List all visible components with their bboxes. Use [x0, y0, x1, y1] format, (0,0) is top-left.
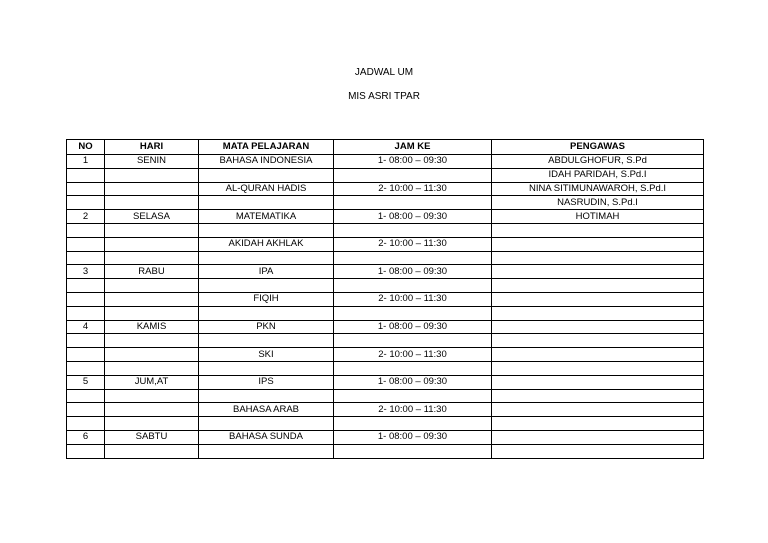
table-row [67, 279, 704, 293]
cell-no [67, 182, 105, 196]
cell-no: 4 [67, 320, 105, 334]
cell-mata-pelajaran [199, 334, 334, 348]
table-row [67, 334, 704, 348]
cell-pengawas [492, 334, 704, 348]
cell-mata-pelajaran: MATEMATIKA [199, 210, 334, 224]
cell-no: 3 [67, 265, 105, 279]
cell-mata-pelajaran [199, 279, 334, 293]
cell-pengawas [492, 348, 704, 362]
cell-mata-pelajaran: IPS [199, 375, 334, 389]
cell-mata-pelajaran: IPA [199, 265, 334, 279]
header-pengawas: PENGAWAS [492, 140, 704, 155]
table-row [67, 361, 704, 375]
cell-jam-ke [334, 334, 492, 348]
cell-jam-ke: 1- 08:00 – 09:30 [334, 210, 492, 224]
table-row [67, 265, 704, 279]
table-row [67, 196, 704, 210]
cell-jam-ke: 1- 08:00 – 09:30 [334, 320, 492, 334]
cell-hari [105, 223, 199, 237]
cell-jam-ke: 2- 10:00 – 11:30 [334, 348, 492, 362]
cell-pengawas [492, 417, 704, 431]
cell-no [67, 168, 105, 182]
header-mata-pelajaran: MATA PELAJARAN [199, 140, 334, 155]
cell-hari [105, 306, 199, 320]
cell-pengawas [492, 279, 704, 293]
cell-hari [105, 389, 199, 403]
cell-mata-pelajaran [199, 361, 334, 375]
table-row [67, 251, 704, 265]
cell-pengawas [492, 237, 704, 251]
table-row [67, 348, 704, 362]
cell-hari: JUM,AT [105, 375, 199, 389]
table-row [67, 417, 704, 431]
cell-pengawas [492, 306, 704, 320]
cell-no [67, 403, 105, 417]
cell-hari [105, 348, 199, 362]
cell-jam-ke: 2- 10:00 – 11:30 [334, 292, 492, 306]
cell-pengawas: IDAH PARIDAH, S.Pd.I [492, 168, 704, 182]
table-header-row [67, 140, 704, 155]
table-row [67, 320, 704, 334]
cell-mata-pelajaran: BAHASA SUNDA [199, 430, 334, 444]
header-hari: HARI [105, 140, 199, 155]
cell-jam-ke [334, 306, 492, 320]
cell-no [67, 279, 105, 293]
cell-no [67, 292, 105, 306]
cell-mata-pelajaran [199, 223, 334, 237]
cell-pengawas [492, 430, 704, 444]
header-jam-ke: JAM KE [334, 140, 492, 155]
cell-hari [105, 182, 199, 196]
cell-mata-pelajaran [199, 196, 334, 210]
cell-mata-pelajaran [199, 444, 334, 458]
cell-pengawas [492, 292, 704, 306]
cell-jam-ke [334, 168, 492, 182]
cell-hari [105, 417, 199, 431]
cell-pengawas: HOTIMAH [492, 210, 704, 224]
cell-mata-pelajaran [199, 168, 334, 182]
cell-hari [105, 403, 199, 417]
cell-mata-pelajaran [199, 251, 334, 265]
cell-jam-ke [334, 389, 492, 403]
cell-mata-pelajaran: AL-QURAN HADIS [199, 182, 334, 196]
cell-mata-pelajaran: PKN [199, 320, 334, 334]
table-row [67, 292, 704, 306]
cell-no: 6 [67, 430, 105, 444]
table-row [67, 306, 704, 320]
schedule-table [66, 139, 704, 459]
cell-pengawas [492, 444, 704, 458]
table-row [67, 237, 704, 251]
cell-pengawas: NASRUDIN, S.Pd.I [492, 196, 704, 210]
cell-pengawas: ABDULGHOFUR, S.Pd [492, 155, 704, 169]
cell-mata-pelajaran: BAHASA ARAB [199, 403, 334, 417]
cell-mata-pelajaran: FIQIH [199, 292, 334, 306]
cell-no [67, 237, 105, 251]
table-row [67, 155, 704, 169]
cell-hari [105, 279, 199, 293]
table-row [67, 403, 704, 417]
cell-no: 5 [67, 375, 105, 389]
cell-no [67, 444, 105, 458]
cell-no [67, 361, 105, 375]
cell-mata-pelajaran: BAHASA INDONESIA [199, 155, 334, 169]
header-no: NO [67, 140, 105, 155]
cell-pengawas [492, 361, 704, 375]
cell-no [67, 417, 105, 431]
cell-jam-ke [334, 444, 492, 458]
cell-mata-pelajaran [199, 417, 334, 431]
cell-hari [105, 251, 199, 265]
cell-hari [105, 237, 199, 251]
cell-mata-pelajaran [199, 389, 334, 403]
cell-no [67, 196, 105, 210]
document-title: JADWAL UM [354, 67, 414, 78]
cell-jam-ke: 2- 10:00 – 11:30 [334, 182, 492, 196]
table-row [67, 223, 704, 237]
cell-no [67, 389, 105, 403]
cell-no: 2 [67, 210, 105, 224]
cell-hari [105, 334, 199, 348]
cell-mata-pelajaran [199, 306, 334, 320]
cell-jam-ke [334, 361, 492, 375]
cell-jam-ke [334, 417, 492, 431]
cell-no [67, 251, 105, 265]
cell-hari: SENIN [105, 155, 199, 169]
cell-hari: SABTU [105, 430, 199, 444]
cell-jam-ke [334, 196, 492, 210]
cell-jam-ke: 1- 08:00 – 09:30 [334, 155, 492, 169]
cell-mata-pelajaran: AKIDAH AKHLAK [199, 237, 334, 251]
cell-jam-ke: 1- 08:00 – 09:30 [334, 430, 492, 444]
table-row [67, 210, 704, 224]
cell-hari: KAMIS [105, 320, 199, 334]
table-row [67, 430, 704, 444]
table-row [67, 375, 704, 389]
cell-pengawas [492, 251, 704, 265]
table-row [67, 168, 704, 182]
cell-jam-ke: 1- 08:00 – 09:30 [334, 375, 492, 389]
cell-jam-ke [334, 279, 492, 293]
cell-hari [105, 196, 199, 210]
cell-pengawas [492, 223, 704, 237]
cell-pengawas [492, 389, 704, 403]
cell-jam-ke [334, 251, 492, 265]
cell-jam-ke: 2- 10:00 – 11:30 [334, 403, 492, 417]
cell-no [67, 348, 105, 362]
cell-no [67, 306, 105, 320]
cell-pengawas [492, 375, 704, 389]
cell-pengawas: NINA SITIMUNAWAROH, S.Pd.I [492, 182, 704, 196]
table-row [67, 444, 704, 458]
cell-jam-ke: 2- 10:00 – 11:30 [334, 237, 492, 251]
table-body [67, 155, 704, 459]
table-row [67, 389, 704, 403]
cell-no [67, 334, 105, 348]
cell-jam-ke [334, 223, 492, 237]
cell-jam-ke: 1- 08:00 – 09:30 [334, 265, 492, 279]
cell-hari [105, 361, 199, 375]
document-subtitle: MIS ASRI TPAR [348, 91, 420, 102]
cell-pengawas [492, 320, 704, 334]
cell-hari [105, 444, 199, 458]
cell-hari [105, 292, 199, 306]
cell-hari [105, 168, 199, 182]
table-row [67, 182, 704, 196]
cell-pengawas [492, 403, 704, 417]
cell-hari: SELASA [105, 210, 199, 224]
cell-hari: RABU [105, 265, 199, 279]
cell-mata-pelajaran: SKI [199, 348, 334, 362]
cell-no [67, 223, 105, 237]
cell-no: 1 [67, 155, 105, 169]
cell-pengawas [492, 265, 704, 279]
